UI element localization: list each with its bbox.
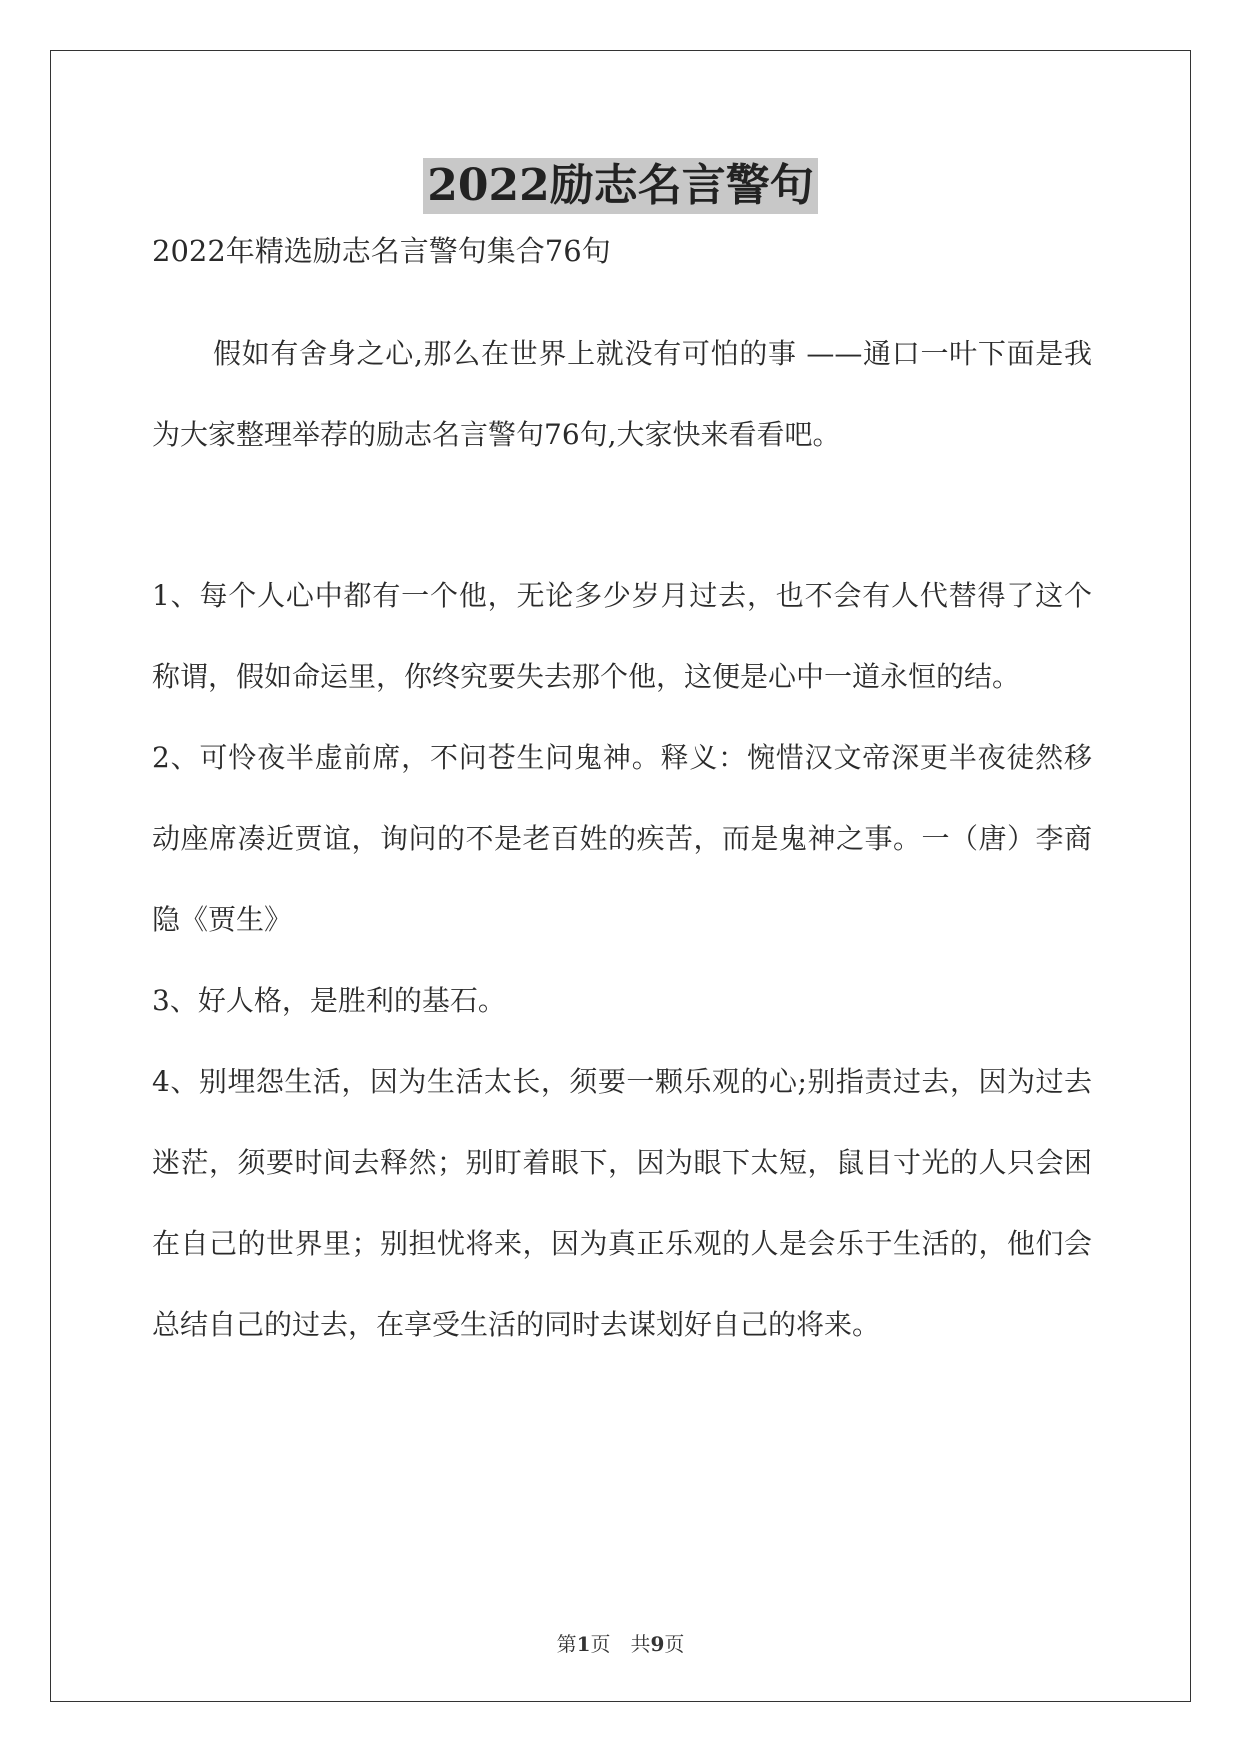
document-body — [152, 231, 1092, 1365]
title-container — [0, 158, 1241, 214]
footer-prefix: 第 — [556, 1632, 577, 1656]
document-subtitle: 2022年精选励志名言警句集合76句 — [152, 234, 611, 268]
page-footer — [0, 1631, 1241, 1657]
intro-paragraph: 假如有舍身之心,那么在世界上就没有可怕的事 ——通口一叶下面是我为大家整理举荐的励志名言警句76句,大家快来看看吧。 — [152, 337, 1092, 451]
footer-suffix: 页 — [664, 1632, 685, 1656]
document-title: 2022励志名言警句 — [423, 158, 817, 214]
quote-paragraph-2: 2、可怜夜半虚前席，不问苍生问鬼神。释义：惋惜汉文帝深更半夜徒然移动座席凑近贾谊，询问的不是老百姓的疾苦，而是鬼神之事。一（唐）李商隐《贾生》 — [152, 741, 1092, 936]
quote-paragraph-1: 1、每个人心中都有一个他，无论多少岁月过去，也不会有人代替得了这个称谓，假如命运里，你终究要失去那个他，这便是心中一道永恒的结。 — [152, 579, 1092, 693]
quote-paragraph-4: 4、别埋怨生活，因为生活太长，须要一颗乐观的心;别指责过去，因为过去迷茫，须要时间去释然；别盯着眼下，因为眼下太短，鼠目寸光的人只会困在自己的世界里；别担忧将来，因为真正乐观的人是会乐于生活的，他们会总结自己的过去，在享受生活的同时去谋划好自己的将来。 — [152, 1065, 1092, 1341]
quote-paragraph-3: 3、好人格，是胜利的基石。 — [152, 984, 506, 1017]
footer-total-pages: 9 — [650, 1632, 665, 1656]
footer-middle: 页 共 — [590, 1632, 651, 1656]
footer-page-number: 1 — [576, 1632, 591, 1656]
